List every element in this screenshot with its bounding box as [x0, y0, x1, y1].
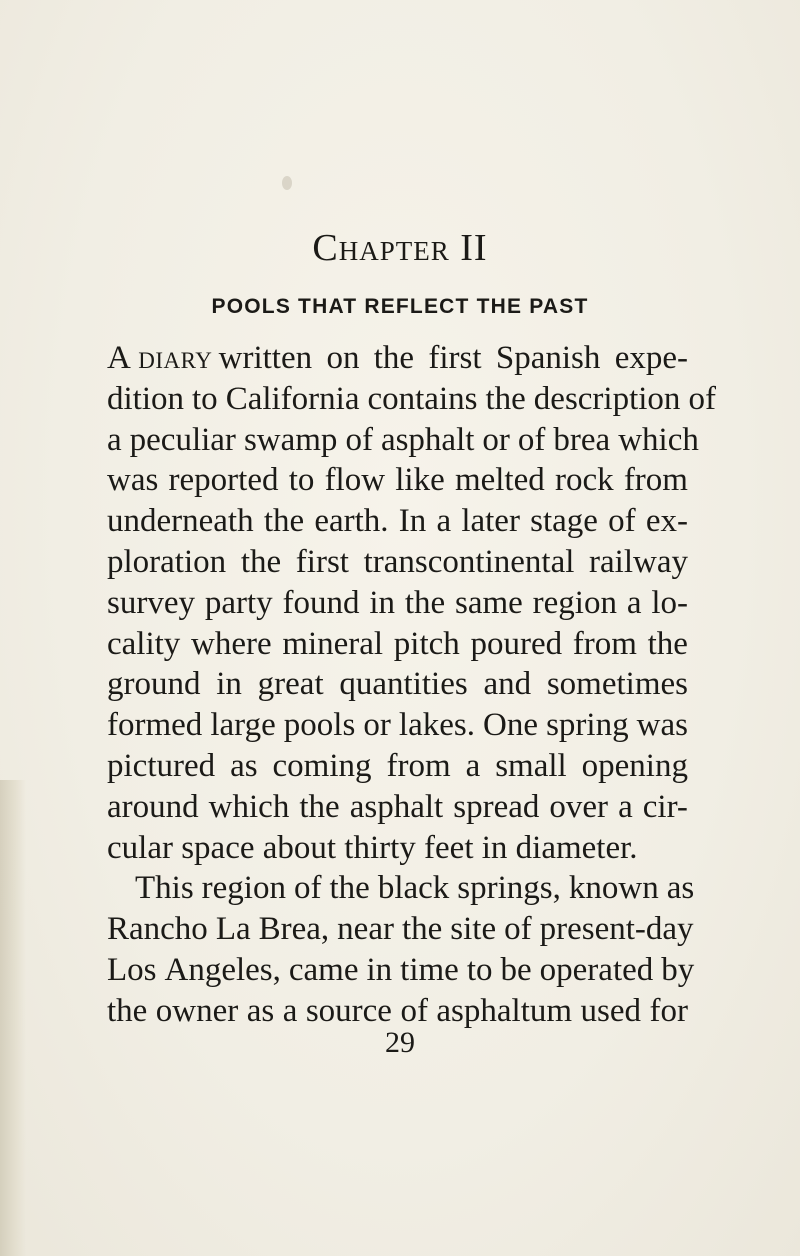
word: and [483, 666, 532, 703]
word: of [345, 421, 373, 458]
word: owner [155, 992, 239, 1029]
word: underneath [107, 503, 254, 540]
word: be [500, 951, 532, 988]
word: pools [283, 707, 356, 744]
text-line [107, 950, 695, 991]
chapter-title: POOLS THAT REFLECT THE PAST [211, 295, 589, 318]
word: used [580, 992, 642, 1029]
word: the [299, 788, 340, 825]
word: swamp [243, 421, 338, 458]
word: a [626, 584, 642, 621]
text-line [107, 379, 716, 420]
word: from [623, 462, 688, 499]
word: ground [107, 666, 201, 703]
word: present-day [539, 911, 694, 948]
word: cir- [642, 788, 688, 825]
word: from [572, 625, 637, 662]
word: melted [454, 462, 545, 499]
word: coming [272, 747, 372, 784]
word: great [257, 666, 324, 703]
word: reported [168, 462, 279, 499]
word: time [400, 951, 459, 988]
text-line [107, 624, 688, 665]
page-edge-shadow [0, 780, 26, 1256]
word: description [533, 380, 681, 417]
chapter-heading: Chapter II [312, 227, 488, 269]
word: near [337, 911, 394, 948]
word: asphalt [380, 421, 475, 458]
word: pictured [107, 747, 216, 784]
word: Los [107, 951, 157, 988]
word: known [568, 870, 659, 907]
word: a [618, 788, 633, 825]
word: where [191, 625, 272, 662]
text-line [107, 460, 688, 501]
word: of [608, 503, 636, 540]
text-line: cular space about thirty feet in diameter. [107, 829, 638, 866]
word: One [483, 707, 539, 744]
word: dition [107, 380, 185, 417]
word: which [618, 421, 699, 458]
word: transcontinental [363, 543, 575, 580]
word: from [386, 747, 451, 784]
word: found [282, 584, 360, 621]
word: spread [453, 788, 540, 825]
word: site [450, 911, 497, 948]
word: by [661, 951, 695, 988]
word: pitch [393, 625, 460, 662]
word: the [401, 911, 443, 948]
word: In [398, 503, 427, 540]
word: rock [554, 462, 614, 499]
word: earth. [314, 503, 389, 540]
word: source [305, 992, 392, 1029]
word: region [201, 870, 286, 907]
paper-blemish [282, 176, 292, 190]
word: came [288, 951, 359, 988]
word: springs, [457, 870, 561, 907]
word: was [636, 707, 688, 744]
word: in [369, 584, 395, 621]
word: Angeles, [164, 951, 281, 988]
word: of [504, 911, 532, 948]
word: or [482, 421, 510, 458]
word: cality [107, 625, 181, 662]
word: a [436, 503, 452, 540]
text-line [107, 705, 688, 746]
word: California [225, 380, 360, 417]
text-line [107, 542, 688, 583]
word: quantities [339, 666, 468, 703]
word: operated [539, 951, 654, 988]
word: as [230, 747, 258, 784]
text-line [107, 501, 688, 542]
text-line [107, 420, 699, 461]
word: Brea, [258, 911, 330, 948]
word: like [395, 462, 445, 499]
word: a [107, 421, 122, 458]
word: the [329, 870, 370, 907]
word: expe- [614, 340, 688, 376]
word: first [295, 543, 349, 580]
word: Spanish [495, 340, 601, 376]
word: as [246, 992, 275, 1029]
word: around [107, 788, 199, 825]
word: the [263, 503, 305, 540]
word: asphaltum [436, 992, 573, 1029]
word: for [649, 992, 688, 1029]
body-text [107, 338, 716, 1032]
word: formed [107, 707, 203, 744]
word: This [135, 870, 194, 907]
word: first [428, 340, 482, 376]
text-line [107, 909, 694, 950]
word: mineral [282, 625, 384, 662]
word: party [204, 584, 273, 621]
word: Rancho [107, 911, 208, 948]
word: survey [107, 584, 195, 621]
word: the [107, 992, 148, 1029]
word: or [363, 707, 391, 744]
word: ex- [645, 503, 688, 540]
word: brea [553, 421, 611, 458]
word: lo- [651, 584, 688, 621]
text-line [107, 338, 688, 379]
word: the [485, 380, 526, 417]
word: the [373, 340, 415, 376]
word: later [461, 503, 520, 540]
word: region [532, 584, 617, 621]
word: over [549, 788, 609, 825]
word: a [465, 747, 481, 784]
word: peculiar [129, 421, 236, 458]
word: railway [589, 543, 688, 580]
word: black [377, 870, 450, 907]
text-line [107, 787, 688, 828]
word: which [208, 788, 290, 825]
word: of [400, 992, 428, 1029]
text-line [107, 746, 688, 787]
word: to [466, 951, 493, 988]
word: large [210, 707, 276, 744]
word: the [404, 584, 446, 621]
text-line [107, 664, 688, 705]
text-line [107, 583, 688, 624]
word: flow [324, 462, 386, 499]
word: sometimes [546, 666, 688, 703]
word: in [216, 666, 242, 703]
word: to [192, 380, 218, 417]
word: on [326, 340, 360, 376]
word: in [366, 951, 393, 988]
word: a [282, 992, 298, 1029]
word: opening [581, 747, 688, 784]
word: La [215, 911, 251, 948]
word: poured [470, 625, 563, 662]
word: written [218, 340, 313, 376]
page-number: 29 [385, 1026, 415, 1059]
word: spring [546, 707, 629, 744]
word: was [107, 462, 159, 499]
word: small [495, 747, 567, 784]
lead-word: A diary [107, 340, 213, 376]
text-line [107, 868, 695, 909]
word: contains [367, 380, 478, 417]
word: the [647, 625, 688, 662]
word: to [288, 462, 315, 499]
word: of [517, 421, 546, 458]
word: asphalt [349, 788, 444, 825]
word: as [666, 870, 695, 907]
word: of [688, 380, 716, 417]
word: stage [530, 503, 598, 540]
word: of [293, 870, 322, 907]
word: lakes. [398, 707, 475, 744]
word: the [240, 543, 282, 580]
word: same [455, 584, 523, 621]
word: ploration [107, 543, 227, 580]
